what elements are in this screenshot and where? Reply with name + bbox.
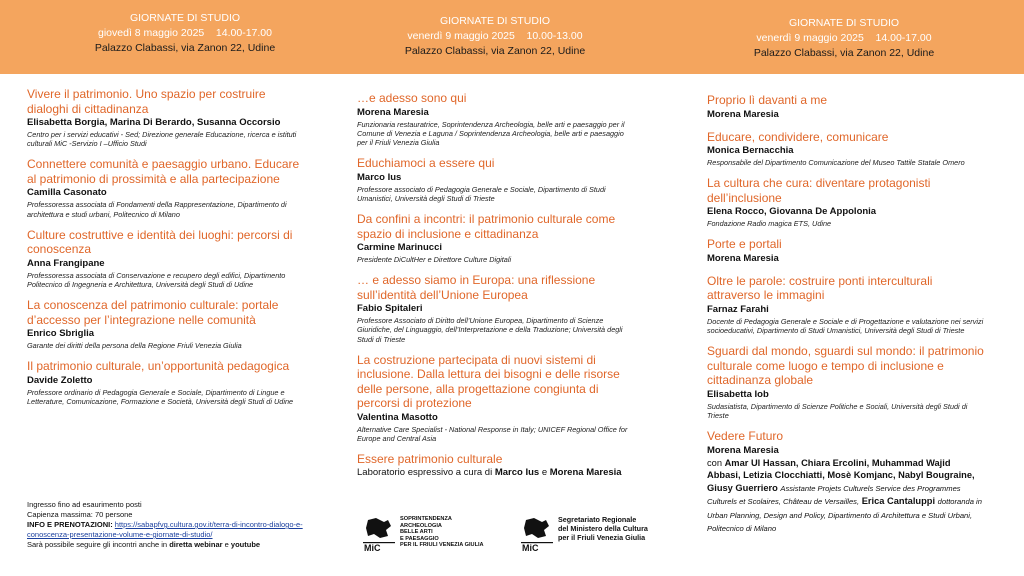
participant-names: Amar Ul Hassan, Chiara Ercolini, Muhammad Wajid Abbasi, Letizia Clocchiatti, Mosè Komjanc, Nabyl Bougraine, Giusy Guerriero [707, 457, 975, 493]
talk-title: Vedere Futuro [707, 429, 784, 444]
segretariato-regionale-logo [520, 516, 648, 552]
talk-title: Proprio lì davanti a me [707, 93, 828, 107]
youtube-label: youtube [230, 540, 261, 549]
talk-affiliation: Professore Associato di Diritto dell’Unione Europea, Dipartimento di Scienze Giuridiche, del Linguaggio, dell’Interpretazione e della Traduzione; Università degli Studi di Trieste [357, 316, 623, 344]
participants: con Amar Ul Hassan, Chiara Ercolini, Muhammad Wajid Abbasi, Letizia Clocchiatti, Mosè Komjanc, Nabyl Bougraine, Giusy Guerriero Assistante Projets Culturels Service des Programmes Culturels et Scolaires, Château de Versailles, Erica Cantaluppi dottoranda in Urban Planning, Design and Policy, Dipartimento di Architettura e Studi Urbani, Politecnico di Milano [707, 457, 982, 534]
talk-title: Il patrimonio culturale, un’opportunità pedagogica [27, 359, 290, 374]
talk-speaker: Monica Bernacchia [707, 145, 794, 156]
talk-affiliation: Professore associato di Pedagogia Generale e Sociale, Dipartimento di Studi Umanistici, Università degli Studi di Trieste [357, 184, 606, 203]
header-day2-morning [380, 14, 610, 59]
talk-speaker: Marco Ius [357, 171, 402, 183]
talk-speaker: Morena Maresia [357, 106, 429, 118]
talk-title: Vivere il patrimonio. Uno spazio per costruire dialoghi di cittadinanza [27, 87, 266, 116]
talk-item [27, 298, 305, 350]
talk-item [357, 353, 635, 443]
participant-name: Erica Cantaluppi [861, 496, 936, 507]
talk-item [357, 212, 635, 264]
talk-item [707, 130, 985, 168]
talk-affiliation: Fondazione Radio magica ETS, Udine [707, 219, 832, 229]
header-venue: Palazzo Clabassi, via Zanon 22, Udine [94, 42, 276, 54]
header-title: GIORNATE DI STUDIO [788, 17, 900, 29]
talk-speaker: Morena Maresia [707, 108, 779, 120]
program-column-day2-morning [357, 91, 635, 488]
talk-title: La cultura che cura: diventare protagonisti dell’inclusione [707, 176, 931, 205]
talk-affiliation: Alternative Care Specialist - National Response in Italy; UNICEF Regional Office for Europe and Central Asia [357, 424, 628, 444]
talk-speaker: Fabio Spitaleri [357, 303, 423, 315]
talk-item [707, 93, 985, 121]
talk-speaker: Elisabetta Borgia, Marina Di Berardo, Susanna Occorsio [27, 117, 281, 128]
talk-title: Sguardi dal mondo, sguardi sul mondo: il patrimonio culturale come luogo e tempo di inclusione e cittadinanza globale [707, 344, 984, 388]
participant-affiliation: Assistante Projets Culturels Service des Programmes Culturels et Scolaires, Château de Versailles, [707, 483, 961, 507]
talk-item [707, 429, 985, 536]
talk-speaker: Carmine Marinucci [357, 242, 442, 254]
talk-item [357, 452, 635, 479]
header-datetime: venerdì 9 maggio 2025 14.00-17.00 [756, 32, 932, 44]
talk-title: Oltre le parole: costruire ponti interculturali attraverso le immagini [707, 273, 933, 303]
mic-logo-icon [520, 516, 554, 552]
talk-title: Essere patrimonio culturale [357, 452, 503, 467]
talk-title: … e adesso siamo in Europa: una riflessione sull’identità dell’Unione Europea [357, 273, 596, 302]
webinar-label: diretta webinar [169, 540, 223, 549]
segretariato-logo-text: Segretariato Regionale del Ministero della Cultura per il Friuli Venezia Giulia [558, 515, 648, 542]
talk-title: Educare, condividere, comunicare [707, 129, 889, 144]
talk-affiliation: Docente di Pedagogia Generale e Sociale e di Progettazione e valutazione nei servizi socioeducativi, Dipartimento di Studi Umanistici, Università degli Studi di Trieste [707, 316, 984, 336]
talk-speaker: Camilla Casonato [27, 187, 107, 199]
footer-streaming: Sarà possibile seguire gli incontri anche in diretta webinar e youtube [27, 540, 261, 549]
header-title: GIORNATE DI STUDIO [439, 15, 551, 27]
header-venue: Palazzo Clabassi, via Zanon 22, Udine [404, 45, 586, 57]
workshop-line: Laboratorio espressivo a cura di Marco Ius e Morena Maresia [357, 466, 622, 478]
talk-title: Connettere comunità e paesaggio urbano. Educare al patrimonio di prossimità e alla partecipazione [27, 157, 300, 186]
talk-speaker: Enrico Sbriglia [27, 328, 95, 340]
mic-logo-icon [362, 516, 396, 552]
talk-speaker: Elisabetta Iob [707, 388, 769, 400]
program-column-day2-afternoon [707, 93, 985, 545]
talk-item [357, 156, 635, 203]
sabap-fvg-logo [362, 516, 484, 552]
talk-item [707, 344, 985, 420]
talk-speaker: Valentina Masotto [357, 411, 438, 423]
sabap-logo-text: SOPRINTENDENZA ARCHEOLOGIA BELLE ARTI E PAESAGGIO PER IL FRIULI VENEZIA GIULIA [400, 516, 484, 549]
workshop-host: Morena Maresia [549, 466, 622, 478]
talk-item [707, 274, 985, 335]
talk-title: Culture costruttive e identità dei luoghi: percorsi di conoscenza [27, 227, 293, 257]
talk-item [27, 157, 305, 218]
talk-title: La costruzione partecipata di nuovi sistemi di inclusione. Dalla lettura dei bisogni e delle risorse delle persone, alla progettazione congiunta di percorsi di protezione [357, 352, 620, 411]
talk-speaker: Morena Maresia [707, 252, 779, 264]
talk-affiliation: Presidente DiCultHer e Direttore Culture Digitali [357, 255, 512, 265]
header-day2-afternoon [727, 16, 961, 61]
header-title: GIORNATE DI STUDIO [129, 12, 241, 24]
talk-affiliation: Professore ordinario di Pedagogia Generale e Sociale, Dipartimento di Lingue e Letterature, Comunicazione, Formazione e Società, Università degli Studi di Udine [27, 387, 294, 407]
talk-item [27, 228, 305, 289]
talk-speaker: Farnaz Farahi [707, 303, 769, 315]
talk-affiliation: Professoressa associata di Conservazione e recupero degli edifici, Dipartimento Politecnico di Ingegneria e Architettura, Università degli Studi di Udine [27, 270, 286, 290]
talk-item [707, 176, 985, 228]
talk-affiliation: Sudasiatista, Dipartimento di Scienze Politiche e Sociali, Università degli Studi di Trieste [707, 401, 968, 421]
talk-title: Educhiamoci a essere qui [357, 156, 495, 171]
footer-booking [27, 520, 327, 540]
talk-item [357, 273, 635, 344]
header-datetime: venerdì 9 maggio 2025 10.00-13.00 [407, 30, 583, 42]
talk-item [357, 91, 635, 147]
booking-link[interactable]: https://sabapfvg.cultura.gov.it/terra-di-incontro-dialogo-e-conoscenza-presentazione-volume-e-giornate-di-studio/ [27, 520, 303, 539]
workshop-host: Marco Ius [494, 466, 540, 478]
talk-affiliation: Funzionaria restauratrice, Soprintendenza Archeologia, belle arti e paesaggio per il Comune di Venezia e Laguna / Soprintendenza Archeologia, belle arti e paesaggio per il Friuli Venezia Giulia [357, 119, 625, 147]
talk-item [27, 359, 305, 406]
booking-label: INFO E PRENOTAZIONI: [27, 520, 113, 529]
header-venue: Palazzo Clabassi, via Zanon 22, Udine [753, 47, 935, 59]
talk-title: …e adesso sono qui [357, 91, 467, 105]
program-column-day1 [27, 87, 305, 415]
header-datetime: giovedì 8 maggio 2025 14.00-17.00 [98, 27, 272, 39]
talk-speaker: Anna Frangipane [27, 257, 105, 269]
talk-item [27, 87, 305, 148]
talk-title: Da confini a incontri: il patrimonio culturale come spazio di inclusione e cittadinanza [357, 212, 616, 241]
talk-speaker: Elena Rocco, Giovanna De Appolonia [707, 206, 877, 218]
talk-affiliation: Professoressa associata di Fondamenti della Rappresentazione, Dipartimento di architettura e studi urbani, Politecnico di Milano [27, 200, 287, 219]
footer-info [27, 500, 327, 550]
talk-affiliation: Responsabile del Dipartimento Comunicazione del Museo Tattile Statale Omero [707, 158, 965, 167]
talk-affiliation: Garante dei diritti della persona della Regione Friuli Venezia Giulia [27, 341, 242, 351]
talk-speaker: Morena Maresia [707, 444, 779, 456]
talk-title: Porte e portali [707, 237, 782, 252]
svg-text:MiC: MiC [522, 543, 539, 552]
footer-entry-note: Ingresso fino ad esaurimento posti [27, 500, 142, 509]
talk-speaker: Davide Zoletto [27, 374, 93, 386]
talk-title: La conoscenza del patrimonio culturale: portale d’accesso per l’integrazione nelle comunità [27, 298, 279, 327]
talk-affiliation: Centro per i servizi educativi - Sed; Direzione generale Educazione, ricerca e istituti culturali MiC -Servizio I –Ufficio Studi [27, 130, 297, 149]
svg-text:MiC: MiC [364, 543, 381, 552]
participant-affiliation: dottoranda in Urban Planning, Design and Policy, Dipartimento di Architettura e Studi Urbani, Politecnico di Milano [707, 497, 982, 534]
talk-item [707, 237, 985, 265]
footer-capacity: Capienza massima: 70 persone [27, 510, 133, 519]
header-day1 [70, 11, 300, 56]
